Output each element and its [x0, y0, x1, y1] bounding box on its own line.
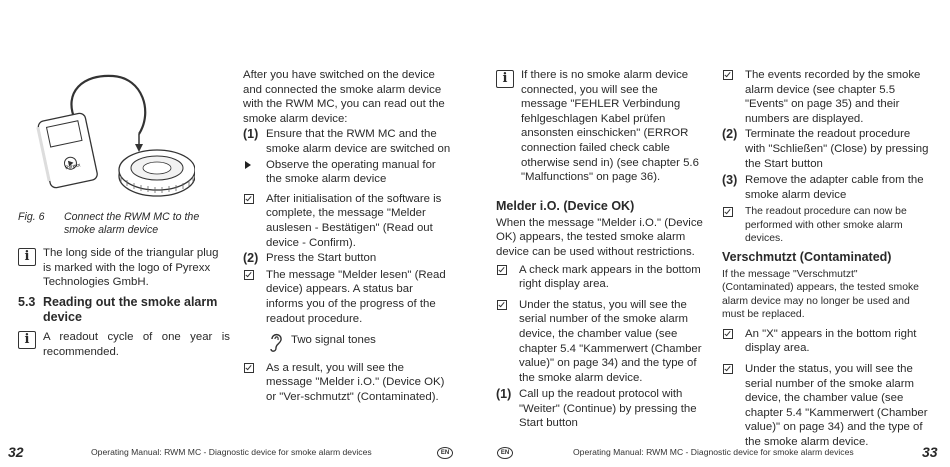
checkbox-icon — [723, 70, 733, 80]
checkbox-icon — [244, 194, 254, 204]
left-page-column-2 — [243, 68, 451, 404]
check-reading — [243, 268, 451, 326]
checkbox-icon — [723, 329, 733, 339]
check-text: A check mark appears in the bottom right display area. — [519, 263, 701, 291]
triangle-bullet-icon — [245, 161, 251, 169]
section-heading — [18, 295, 228, 325]
language-badge-right: EN — [497, 447, 513, 459]
check-init — [243, 192, 451, 250]
check-text: The events recorded by the smoke alarm device (see chapter 5.5 "Events" on page 35) and their numbers are displayed. — [745, 69, 921, 125]
checkbox-icon — [244, 363, 254, 373]
intro-text: After you have switched on the device and connected the smoke alarm device with the RWM MC, you can read out the smoke alarm device: — [243, 69, 445, 125]
figure-number: Fig. 6 — [18, 211, 45, 223]
step-number: (1) — [243, 127, 259, 142]
tones-text: Two signal tones — [291, 334, 376, 347]
page-number-right: 33 — [922, 444, 938, 460]
info-note-text: The long side of the triangular plug is marked with the logo of Pyrexx Technologies GmbH. — [43, 247, 219, 289]
step-remove-cable — [722, 173, 930, 202]
info-icon: i — [496, 70, 514, 88]
info-note-cycle — [18, 330, 230, 359]
check-text: The message "Melder lesen" (Read device) appears. A status bar informs you of the progress of the readout procedure. — [266, 268, 446, 325]
step-text: Call up the readout protocol with "Weiter" (Continue) by pressing the Start button — [519, 388, 697, 430]
bullet-text: Observe the operating manual for the smoke alarm device — [266, 158, 436, 186]
step-call-protocol — [496, 387, 704, 431]
step-number: (1) — [496, 387, 512, 402]
signal-tones — [243, 333, 451, 348]
step-text: Terminate the readout procedure with "Schließen" (Close) by pressing the Start button — [745, 128, 929, 170]
check-next-device — [722, 205, 930, 246]
step-number: (3) — [722, 173, 738, 188]
checkbox-icon — [244, 270, 254, 280]
right-page-column-1 — [496, 68, 704, 431]
footer-right: Operating Manual: RWM MC - Diagnostic device for smoke alarm devices — [573, 447, 854, 457]
page-number-left: 32 — [8, 444, 24, 460]
heading-device-ok: Melder i.O. (Device OK) — [496, 198, 635, 213]
info-icon: i — [18, 248, 36, 266]
figure-caption — [18, 211, 218, 237]
ear-icon — [268, 331, 284, 353]
device-ok-intro: When the message "Melder i.O." (Device OK) appears, the tested smoke alarm device can be used without restrictions. — [496, 216, 703, 258]
step-text: Press the Start button — [266, 252, 377, 265]
figure-caption-text: Connect the RWM MC to the smoke alarm device — [64, 211, 200, 236]
check-text: The readout procedure can now be performed with other smoke alarm devices. — [745, 206, 907, 245]
checkbox-icon — [723, 207, 733, 217]
check-events — [722, 68, 930, 126]
check-cont-status — [722, 362, 930, 450]
contaminated-intro: If the message "Verschmutzt" (Contaminated) appears, the tested smoke alarm device may no longer be used and must be replaced. — [722, 268, 919, 321]
step-2 — [243, 251, 451, 266]
check-text: After initialisation of the software is complete, the message "Melder auslesen - Bestätigen" (Read out device - Confirm). — [266, 192, 442, 249]
check-text: Under the status, you will see the serial number of the smoke alarm device, the chamber value (see chapter 5.4 "Kammerwert (Chamber value)" on page 34) and the type of the smoke alarm device. — [745, 363, 928, 448]
check-text: An "X" appears in the bottom right display area. — [745, 327, 917, 355]
info-icon: i — [18, 331, 36, 349]
checkbox-icon — [723, 364, 733, 374]
step-text: Remove the adapter cable from the smoke alarm device — [745, 174, 924, 201]
footer-left: Operating Manual: RWM MC - Diagnostic device for smoke alarm devices — [91, 447, 372, 457]
check-ok-mark — [496, 263, 704, 292]
checkbox-icon — [497, 265, 507, 275]
check-text: Under the status, you will see the serial number of the smoke alarm device, the chamber value (see chapter 5.4 "Kammerwert (Chamber value)" on page 34) and the type of the smoke alarm device. — [519, 298, 702, 384]
check-result — [243, 361, 451, 405]
checkbox-icon — [497, 300, 507, 310]
check-ok-status — [496, 298, 704, 386]
bullet-observe — [243, 158, 451, 187]
language-badge-left: EN — [437, 447, 453, 459]
right-page-column-2 — [722, 68, 930, 450]
step-number: (2) — [722, 127, 738, 142]
step-text: Ensure that the RWM MC and the smoke alarm device are switched on — [266, 128, 451, 155]
device-brand-label: Pyrexx — [64, 162, 82, 172]
step-number: (2) — [243, 251, 259, 266]
step-terminate — [722, 127, 930, 171]
heading-contaminated: Verschmutzt (Contaminated) — [722, 249, 892, 264]
info-note-text: A readout cycle of one year is recommended. — [43, 331, 230, 358]
section-number: 5.3 — [18, 295, 36, 309]
section-title: Reading out the smoke alarm device — [43, 295, 218, 324]
step-1 — [243, 127, 451, 156]
info-note-error — [496, 68, 704, 185]
device-illustration — [35, 72, 195, 202]
check-x-mark — [722, 327, 930, 356]
info-note-plug — [18, 246, 228, 290]
info-note-text: If there is no smoke alarm device connected, you will see the message "FEHLER Verbindung fehlgeschlagen Kabel prüfen ansonsten einschicken" (ERROR connection failed check cable otherwise send in) (see chapter 5.6 "Malfunctions" on page 36). — [521, 69, 699, 184]
check-text: As a result, you will see the message "Melder i.O." (Device OK) or "Ver-schmutzt" (Contaminated). — [266, 361, 445, 403]
